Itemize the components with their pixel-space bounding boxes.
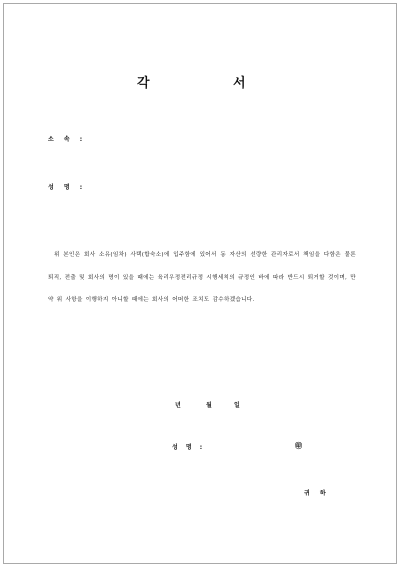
document-page (3, 3, 397, 564)
title-char-left: 각 (137, 76, 150, 91)
affiliation-field: 소 속 : (48, 136, 87, 143)
seal-icon: ㊞ (295, 442, 302, 450)
title-char-right: 서 (233, 76, 246, 91)
pledge-body-text (48, 244, 356, 312)
date-year-label: 년 (175, 402, 181, 409)
signature-name-label: 성 명 : (172, 444, 206, 451)
date-month-label: 월 (206, 402, 212, 409)
name-field: 성 명 : (48, 184, 87, 191)
date-day-label: 일 (234, 402, 240, 409)
pledge-body-content: 위 본인은 회사 소유(임차) 사택(합숙소)에 입주함에 있어서 동 자산의 선량한 관리자로서 책임을 다함은 물론 퇴직, 전출 및 회사의 명이 있을 때에는 육리우정전리규정 시행세칙의 규정인 바에 따라 반드시 퇴거할 것이며, 만약 위 사항을 이행하지 아니할 때에는 회사의 어떠한 조치도 감수하겠습니다. (48, 252, 356, 303)
recipient-label: 귀 하 (304, 490, 330, 497)
